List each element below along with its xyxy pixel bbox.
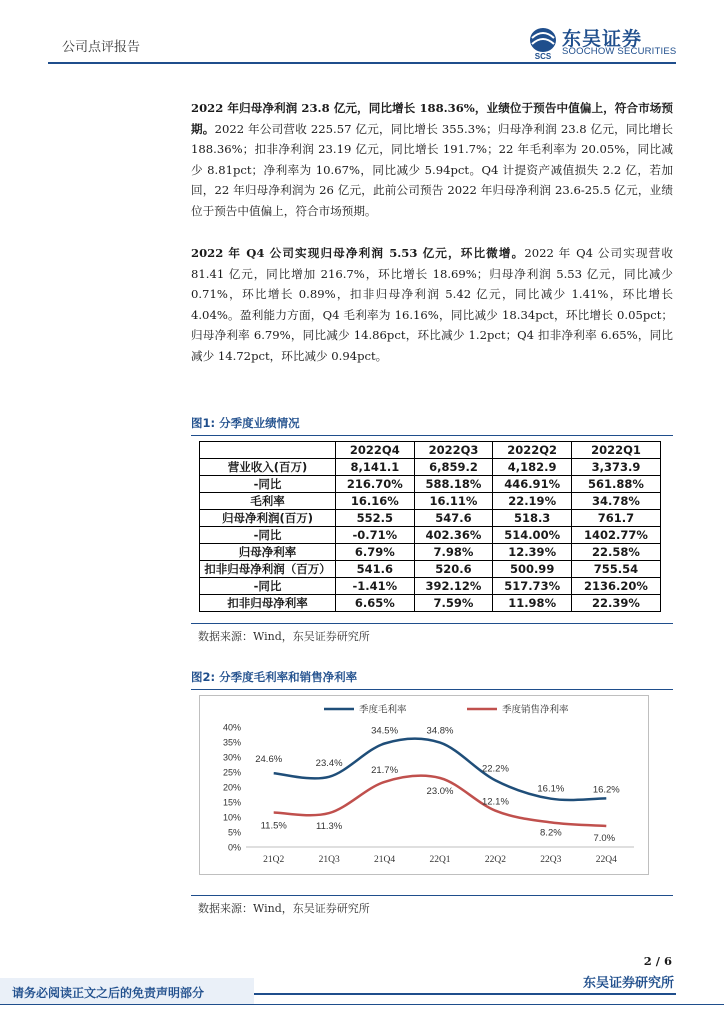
figure1-title: 图1: 分季度业绩情况 xyxy=(191,415,673,436)
table-row-label: -同比 xyxy=(200,475,336,492)
paragraph-q4-summary xyxy=(191,243,673,367)
data-label: 22.2% xyxy=(481,763,509,775)
legend-label: 季度毛利率 xyxy=(359,704,407,716)
table-cell: 22.58% xyxy=(571,543,660,560)
table-cell: -1.41% xyxy=(336,577,415,594)
logo-mark-icon xyxy=(528,26,558,60)
table-cell: 541.6 xyxy=(336,560,415,577)
figure2-bottom-rule xyxy=(191,895,673,896)
paragraph-q4-body: 2022 年 Q4 公司实现营收 81.41 亿元，同比增加 216.7%，环比增长 18.69%；归母净利润 5.53 亿元，同比减少 0.71%，环比增长 0.89%，扣非归母净利润 5.42 亿元，同比减少 1.41%，环比增长 4.04%。盈利能力方面，Q4 毛利率为 16.16%，同比减少 18.34pct，环比增长 0.05pct；归母净利率 6.79%，同比减少 14.86pct，环比减少 1.2pct；Q4 扣非净利率 6.65%，同比减少 14.72pct，环比减少 0.94pct。 xyxy=(191,246,673,363)
figure2-source: 数据来源：Wind，东吴证券研究所 xyxy=(198,902,370,915)
table-row-label: 扣非归母净利率 xyxy=(200,594,336,611)
data-label: 23.4% xyxy=(315,757,343,769)
table-cell: 761.7 xyxy=(571,509,660,526)
data-label: 8.2% xyxy=(540,827,562,839)
table-cell: -0.71% xyxy=(336,526,415,543)
table-cell: 11.98% xyxy=(493,594,572,611)
table-column-header: 2022Q4 xyxy=(336,442,415,459)
x-tick-label: 22Q2 xyxy=(484,855,506,865)
table-row-label: 毛利率 xyxy=(200,492,336,509)
footer-disclaimer[interactable]: 请务必阅读正文之后的免责声明部分 xyxy=(12,986,205,1000)
table-cell: 22.39% xyxy=(571,594,660,611)
table-cell: 12.39% xyxy=(493,543,572,560)
data-label: 24.6% xyxy=(255,754,283,766)
x-tick-label: 22Q1 xyxy=(429,855,451,865)
table-row xyxy=(200,577,661,594)
logo-en: SOOCHOW SECURITIES xyxy=(562,46,677,57)
table-column-header: 2022Q1 xyxy=(571,442,660,459)
table-row-label: 营业收入(百万) xyxy=(200,458,336,475)
table-cell: 588.18% xyxy=(414,475,493,492)
paragraph-annual-headline: 2022 年归母净利润 23.8 亿元，同比增长 188.36%，业绩位于预告中值偏上，符合市场预期。 xyxy=(191,101,673,136)
table-row xyxy=(200,475,661,492)
data-label: 16.2% xyxy=(592,784,620,796)
y-tick-label: 30% xyxy=(222,752,241,763)
figure1-bottom-rule xyxy=(191,623,673,624)
data-label: 23.0% xyxy=(426,786,454,797)
footer-bottom-rule xyxy=(0,1004,724,1005)
figure2-title: 图2: 分季度毛利率和销售净利率 xyxy=(191,669,673,690)
header-divider xyxy=(48,62,676,64)
table-cell: 16.16% xyxy=(336,492,415,509)
x-tick-label: 21Q4 xyxy=(374,855,396,865)
table-row xyxy=(200,492,661,509)
table-cell: 446.91% xyxy=(493,475,572,492)
x-tick-label: 22Q3 xyxy=(540,855,562,865)
figure1-source: 数据来源：Wind，东吴证券研究所 xyxy=(198,630,370,643)
table-cell: 6.65% xyxy=(336,594,415,611)
x-tick-label: 21Q3 xyxy=(318,855,340,865)
table-cell: 16.11% xyxy=(414,492,493,509)
paragraph-annual-summary xyxy=(191,98,673,222)
table-row-label: 扣非归母净利润（百万） xyxy=(200,560,336,577)
table-corner-cell xyxy=(200,442,336,459)
table-cell: 4,182.9 xyxy=(493,458,572,475)
report-category: 公司点评报告 xyxy=(62,40,141,55)
table-cell: 517.73% xyxy=(493,577,572,594)
y-tick-label: 15% xyxy=(222,797,241,808)
quarterly-performance-table xyxy=(199,441,661,612)
x-tick-label: 22Q4 xyxy=(595,855,617,865)
footer-divider xyxy=(254,993,676,995)
table-row-label: -同比 xyxy=(200,526,336,543)
table-row xyxy=(200,458,661,475)
table-cell: 402.36% xyxy=(414,526,493,543)
page-number: 2 / 6 xyxy=(643,954,672,968)
y-tick-label: 10% xyxy=(222,812,241,823)
y-tick-label: 35% xyxy=(222,737,241,748)
table-cell: 547.6 xyxy=(414,509,493,526)
data-label: 7.0% xyxy=(593,833,616,844)
logo-mark-text: SCS xyxy=(534,52,552,60)
table-cell: 6,859.2 xyxy=(414,458,493,475)
table-row xyxy=(200,594,661,611)
data-label: 11.3% xyxy=(316,821,343,833)
table-cell: 7.98% xyxy=(414,543,493,560)
x-tick-label: 21Q2 xyxy=(263,855,285,865)
table-row-label: 归母净利率 xyxy=(200,543,336,560)
table-row-label: 归母净利润(百万) xyxy=(200,509,336,526)
y-tick-label: 20% xyxy=(222,782,241,793)
table-row xyxy=(200,526,661,543)
data-label: 11.5% xyxy=(260,820,287,832)
y-tick-label: 25% xyxy=(222,767,241,778)
table-cell: 755.54 xyxy=(571,560,660,577)
legend-label: 季度销售净利率 xyxy=(502,704,569,716)
table-cell: 22.19% xyxy=(493,492,572,509)
table-cell: 3,373.9 xyxy=(571,458,660,475)
data-label: 12.1% xyxy=(481,796,509,808)
logo-cn: 东吴证券 xyxy=(562,28,643,50)
company-logo xyxy=(528,24,678,62)
data-label: 34.5% xyxy=(371,725,399,737)
data-label: 21.7% xyxy=(371,764,399,776)
table-cell: 561.88% xyxy=(571,475,660,492)
table-cell: 552.5 xyxy=(336,509,415,526)
table-cell: 7.59% xyxy=(414,594,493,611)
paragraph-annual-body: 2022 年公司营收 225.57 亿元，同比增长 355.3%；归母净利润 23.8 亿元，同比增长 188.36%；扣非净利润 23.19 亿元，同比增长 191.7%；22 年毛利率为 20.05%，同比减少 8.81pct；净利率为 10.67%，同比减少 5.94pct。Q4 计提资产减值损失 2.2 亿，若加回，22 年归母净利润为 26 亿元，此前公司预告 2022 年归母净利润 23.6-25.5 亿元，业绩位于预告中值偏上，符合市场预期。 xyxy=(191,121,673,218)
y-tick-label: 40% xyxy=(222,722,241,733)
table-row xyxy=(200,560,661,577)
table-cell: 518.3 xyxy=(493,509,572,526)
table-cell: 392.12% xyxy=(414,577,493,594)
data-label: 16.1% xyxy=(537,783,565,795)
table-cell: 216.70% xyxy=(336,475,415,492)
table-cell: 514.00% xyxy=(493,526,572,543)
table-cell: 6.79% xyxy=(336,543,415,560)
data-label: 34.8% xyxy=(426,725,454,737)
table-cell: 520.6 xyxy=(414,560,493,577)
table-cell: 1402.77% xyxy=(571,526,660,543)
table-cell: 2136.20% xyxy=(571,577,660,594)
y-tick-label: 5% xyxy=(227,827,241,838)
y-tick-label: 0% xyxy=(227,842,241,853)
table-cell: 500.99 xyxy=(493,560,572,577)
table-cell: 34.78% xyxy=(571,492,660,509)
table-column-header: 2022Q2 xyxy=(493,442,572,459)
table-row xyxy=(200,509,661,526)
table-row xyxy=(200,543,661,560)
chart-frame xyxy=(200,696,649,875)
margin-line-chart xyxy=(199,695,649,875)
table-row-label: -同比 xyxy=(200,577,336,594)
table-cell: 8,141.1 xyxy=(336,458,415,475)
footer-institute: 东吴证券研究所 xyxy=(582,976,674,991)
paragraph-q4-headline: 2022 年 Q4 公司实现归母净利润 5.53 亿元，环比微增。 xyxy=(191,246,525,260)
table-column-header: 2022Q3 xyxy=(414,442,493,459)
